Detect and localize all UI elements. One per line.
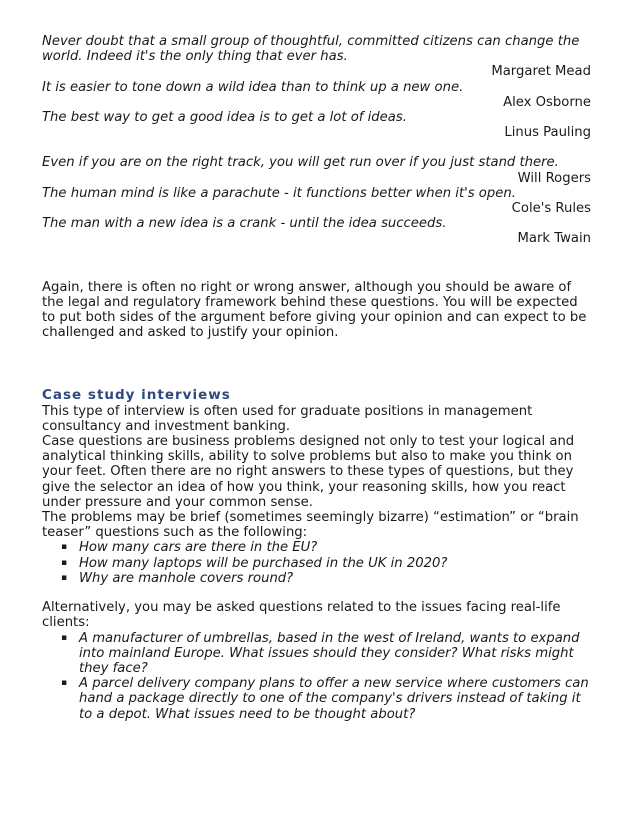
quote-author: Cole's Rules: [511, 201, 591, 217]
bullet-marker: ▪: [61, 572, 68, 583]
quote-author: Will Rogers: [517, 170, 591, 186]
alternative-intro: Alternatively, you may be asked questions related to the issues facing real-life clients:: [42, 600, 561, 631]
bullet-marker: ▪: [61, 632, 68, 643]
quote-block: [42, 216, 591, 246]
list-item: [42, 556, 591, 571]
case-study-intro: This type of interview is often used for graduate positions in management consultancy and investment banking.: [42, 403, 533, 434]
quote-text: Even if you are on the right track, you will get run over if you just stand there.: [42, 155, 559, 171]
list-item: [42, 631, 591, 677]
quote-text: The man with a new idea is a crank - until the idea succeeds.: [42, 216, 447, 232]
quote-block: [42, 186, 591, 216]
list-item: [42, 676, 591, 722]
case-study-description: Case questions are business problems designed not only to test your logical and analytical thinking skills, ability to solve problems but also to make you think on your feet. Often there are no right answers to these types of questions, but they give the selector an idea of how you think, your reasoning skills, how you react under pressure and your common sense.: [42, 434, 575, 510]
estimation-question-list: [42, 540, 591, 586]
list-item-text: A manufacturer of umbrellas, based in the west of Ireland, wants to expand into mainland Europe. What issues should they consider? What risks might they face?: [79, 630, 580, 676]
section-heading: Case study interviews: [42, 387, 231, 404]
client-question-list: [42, 631, 591, 722]
list-item-text: How many cars are there in the EU?: [79, 540, 318, 556]
quote-author: Mark Twain: [517, 231, 591, 247]
page-content: [42, 34, 591, 722]
quote-author: Margaret Mead: [491, 64, 591, 80]
bullet-marker: ▪: [61, 678, 68, 689]
quote-block: [42, 110, 591, 140]
quote-text: Never doubt that a small group of thoughtful, committed citizens can change the world. Indeed it's the only thing that ever has.: [42, 34, 580, 65]
quote-text: The best way to get a good idea is to get a lot of ideas.: [42, 110, 407, 126]
quote-author: Linus Pauling: [504, 125, 591, 141]
list-item-text: How many laptops will be purchased in the UK in 2020?: [79, 555, 448, 571]
quote-block: [42, 80, 591, 110]
list-item: [42, 540, 591, 555]
quote-text: The human mind is like a parachute - it functions better when it's open.: [42, 185, 516, 201]
list-item-text: A parcel delivery company plans to offer a new service where customers can hand a package directly to one of the company's drivers instead of taking it to a depot. What issues need to be thought about?: [79, 676, 589, 722]
quote-author: Alex Osborne: [503, 94, 591, 110]
quote-block: [42, 34, 591, 80]
bullet-marker: ▪: [61, 542, 68, 553]
closing-paragraph: Again, there is often no right or wrong answer, although you should be aware of the legal and regulatory framework behind these questions. You will be expected to put both sides of the argument before giving your opinion and can expect to be challenged and asked to justify your opinion.: [42, 279, 587, 341]
quote-text: It is easier to tone down a wild idea than to think up a new one.: [42, 79, 464, 95]
list-item-text: Why are manhole covers round?: [79, 570, 294, 586]
estimation-intro: The problems may be brief (sometimes seemingly bizarre) “estimation” or “brain teaser” questions such as the following:: [42, 510, 579, 541]
bullet-marker: ▪: [61, 557, 68, 568]
quote-block: [42, 155, 591, 185]
list-item: [42, 571, 591, 586]
